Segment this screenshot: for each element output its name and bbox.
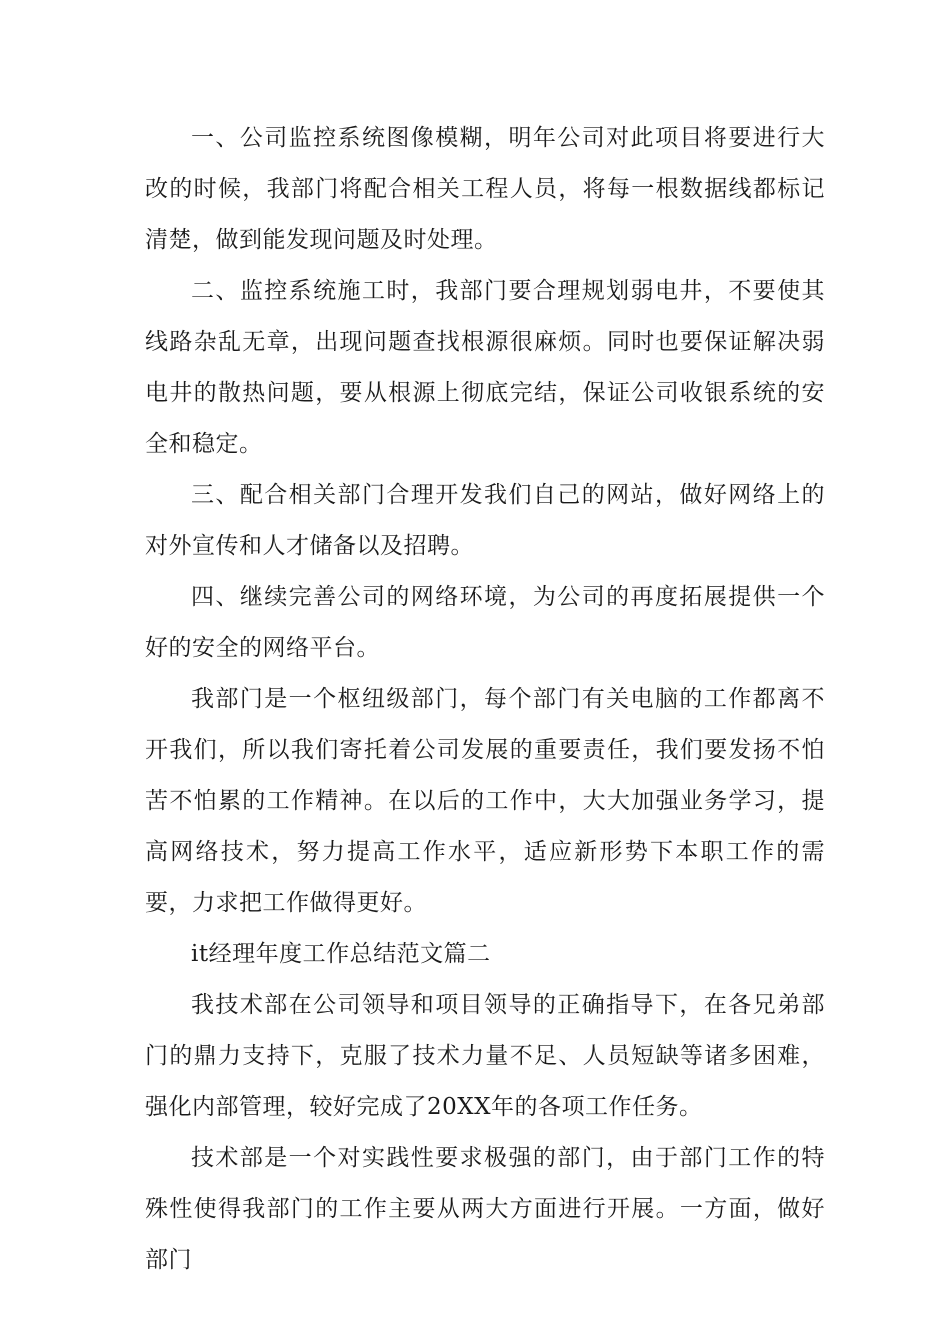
paragraph-item-1: 一、公司监控系统图像模糊，明年公司对此项目将要进行大改的时候，我部门将配合相关工程人员，将每一根数据线都标记清楚，做到能发现问题及时处理。 [145,125,825,253]
paragraph-intro: 我技术部在公司领导和项目领导的正确指导下，在各兄弟部门的鼎力支持下，克服了技术力量不足、人员短缺等诸多困难，强化内部管理，较好完成了20XX年的各项工作任务。 [145,992,825,1120]
paragraph-summary: 我部门是一个枢纽级部门，每个部门有关电脑的工作都离不开我们，所以我们寄托着公司发展的重要责任，我们要发扬不怕苦不怕累的工作精神。在以后的工作中，大大加强业务学习，提高网络技术，努力提高工作水平，适应新形势下本职工作的需要，力求把工作做得更好。 [145,686,825,916]
paragraph-item-4: 四、继续完善公司的网络环境，为公司的再度拓展提供一个好的安全的网络平台。 [145,584,825,661]
document-body [145,113,825,1286]
paragraph-item-3: 三、配合相关部门合理开发我们自己的网站，做好网络上的对外宣传和人才储备以及招聘。 [145,482,825,559]
section-title: it经理年度工作总结范文篇二 [191,941,491,967]
paragraph-department: 技术部是一个对实践性要求极强的部门，由于部门工作的特殊性使得我部门的工作主要从两大方面进行开展。一方面，做好部门 [145,1145,825,1273]
paragraph-item-2: 二、监控系统施工时，我部门要合理规划弱电井，不要使其线路杂乱无章，出现问题查找根源很麻烦。同时也要保证解决弱电井的散热问题，要从根源上彻底完结，保证公司收银系统的安全和稳定。 [145,278,825,457]
